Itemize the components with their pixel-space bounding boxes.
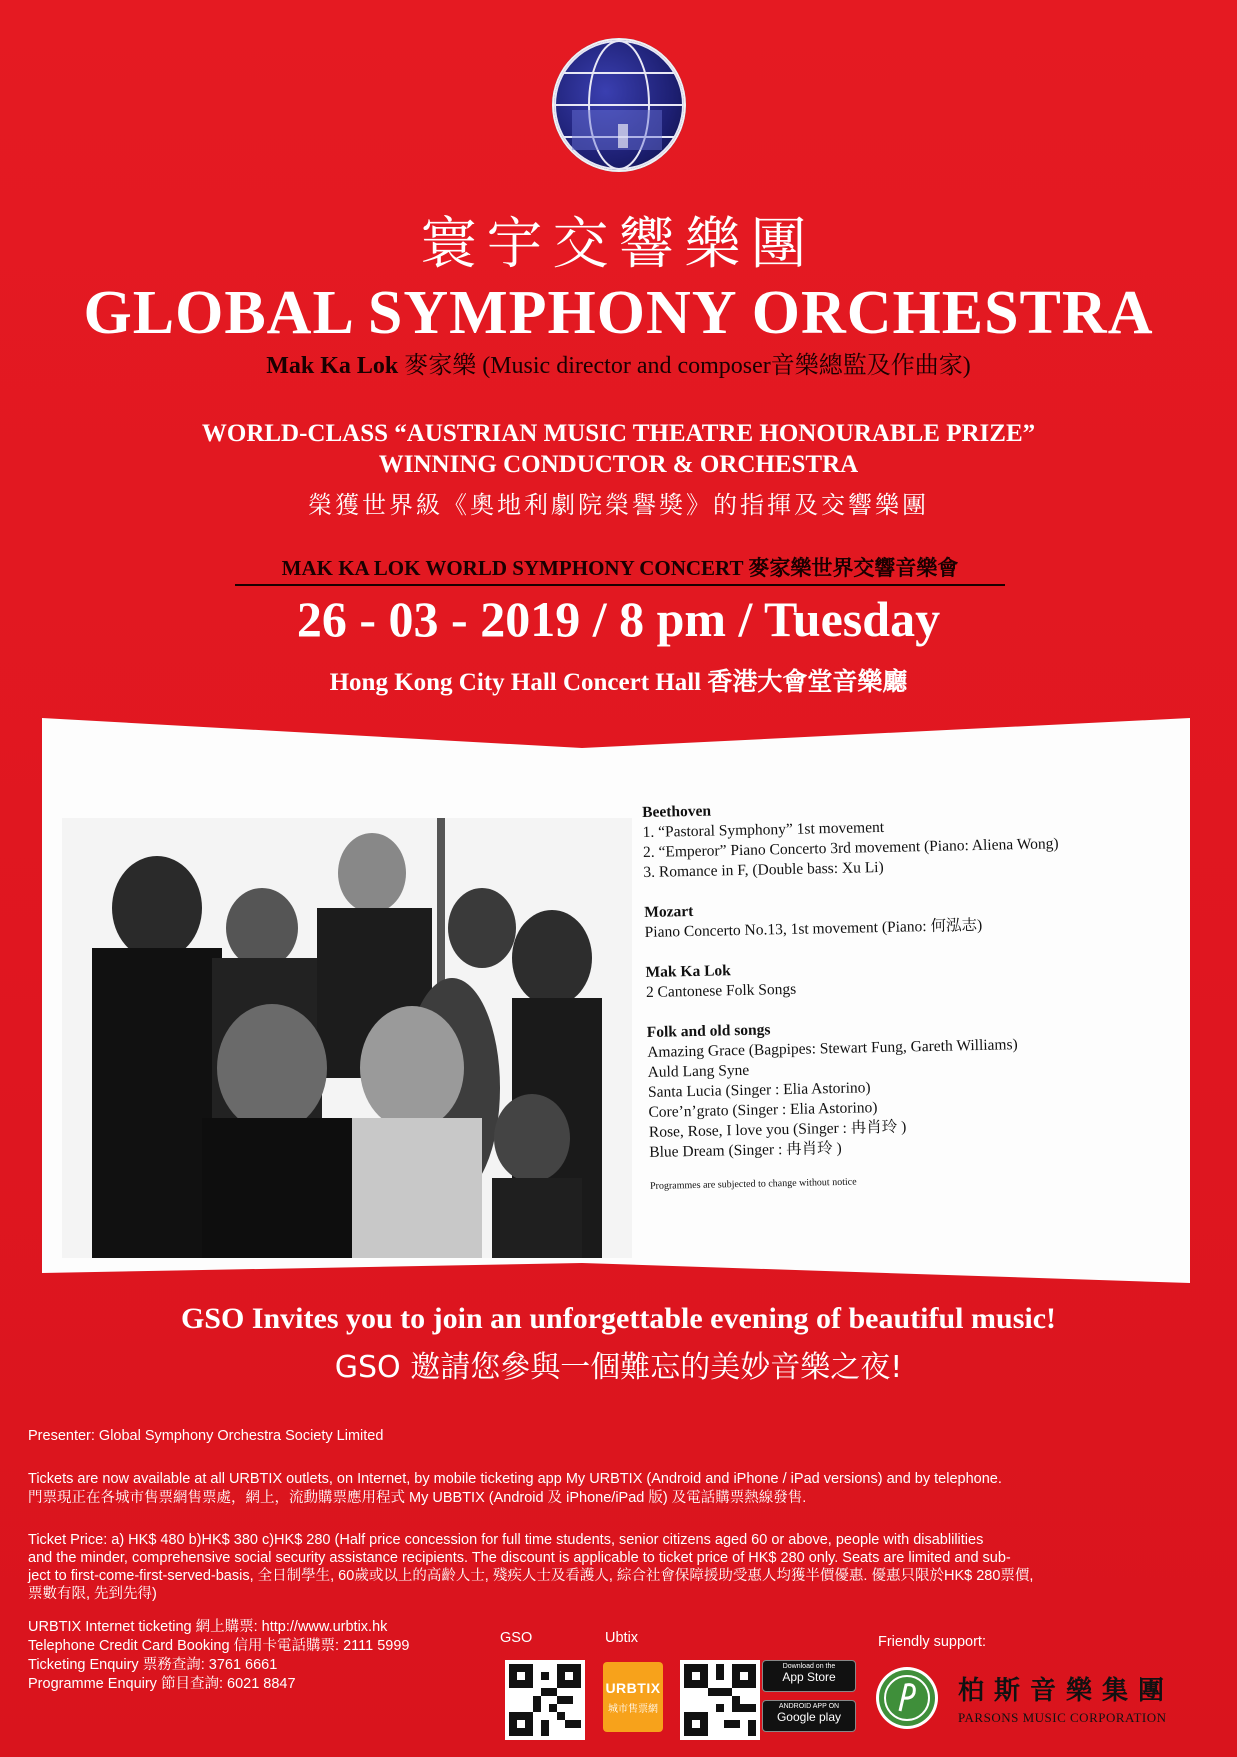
parsons-name-cn: 柏斯音樂集團 — [958, 1676, 1175, 1706]
award-chinese: 榮獲世界級《奧地利劇院榮譽獎》的指揮及交響樂團 — [308, 491, 929, 519]
composer-beethoven: Beethoven — [642, 802, 712, 821]
tickets-cn: 門票現正在各城市售票網售票處，網上，流動購票應用程式 My UBBTIX (Android 及 iPhone/iPad 版) 及電話購票熱線發售. — [28, 1490, 807, 1506]
list-item: 3. Romance in F, (Double bass: Xu Li) — [643, 858, 884, 881]
app-store-badge[interactable] — [762, 1660, 856, 1692]
concert-name: MAK KA LOK WORLD SYMPHONY CONCERT 麥家樂世界交響音樂會 — [235, 552, 1005, 586]
list-item: 2 Cantonese Folk Songs — [645, 980, 797, 1001]
ubtix-qr-label: Ubtix — [605, 1630, 639, 1646]
google-play-badge[interactable] — [762, 1700, 856, 1732]
list-item: Core’n’grato (Singer : Elia Astorino) — [648, 1099, 878, 1121]
concert-datetime: 26 - 03 - 2019 / 8 pm / Tuesday — [296, 591, 941, 647]
folk-songs-heading: Folk and old songs — [646, 1021, 771, 1041]
gso-qr-code[interactable] — [505, 1660, 585, 1740]
ticket-price-line-4: 票數有限, 先到先得) — [28, 1586, 157, 1602]
composer-mak-ka-lok: Mak Ka Lok — [645, 962, 731, 981]
list-item: Santa Lucia (Singer : Elia Astorino) — [647, 1079, 871, 1101]
invitation-en: GSO Invites you to join an unforgettable evening of beautiful music! — [180, 1302, 1057, 1335]
chinese-title: 寰宇交響樂團 — [420, 212, 817, 277]
friendly-support-label: Friendly support: — [878, 1634, 986, 1650]
director-name: Mak Ka Lok — [266, 353, 399, 379]
parsons-name-en: PARSONS MUSIC CORPORATION — [958, 1710, 1167, 1725]
presenter-line: Presenter: Global Symphony Orchestra Society Limited — [28, 1428, 384, 1444]
programme-list — [642, 791, 1210, 1197]
award-line-2: WINNING CONDUCTOR & ORCHESTRA — [378, 451, 859, 478]
tickets-en: Tickets are now available at all URBTIX outlets, on Internet, by mobile ticketing app My URBTIX (Android and iPhone / iPad versions) and by telephone. — [28, 1471, 1002, 1487]
google-play-text: Google play — [776, 1710, 842, 1724]
orchestra-globe-logo — [552, 38, 686, 172]
ticketing-enquiry: Ticketing Enquiry 票務查詢: 3761 6661 — [28, 1657, 278, 1673]
list-item: Auld Lang Syne — [647, 1061, 750, 1081]
app-store-text: App Store — [782, 1670, 836, 1684]
programme-change-note: Programmes are subjected to change without notice — [649, 1176, 857, 1192]
gso-qr-label: GSO — [500, 1630, 533, 1646]
ticket-price-line-2: and the minder, comprehensive social security assistance recipients. The discount is applicable to ticket price of HK$ 280 only. Seats are limited and sub- — [28, 1550, 1011, 1566]
director-line — [0, 345, 1237, 380]
performers-photo — [62, 818, 632, 1258]
list-item: Piano Concerto No.13, 1st movement (Piano: 何泓志) — [644, 916, 983, 941]
urbtix-logo-cn: 城市售票網 — [608, 1704, 658, 1715]
credit-card-booking: Telephone Credit Card Booking 信用卡電話購票: 2111 5999 — [28, 1638, 410, 1654]
award-line-1: WORLD-CLASS “AUSTRIAN MUSIC THEATRE HONOURABLE PRIZE” — [201, 420, 1036, 447]
concert-venue: Hong Kong City Hall Concert Hall 香港大會堂音樂廳 — [329, 669, 908, 696]
list-item: 2. “Emperor” Piano Concerto 3rd movement (Piano: Aliena Wong) — [642, 835, 1059, 861]
urbtix-url[interactable]: URBTIX Internet ticketing 網上購票: http://www.urbtix.hk — [28, 1619, 388, 1635]
list-item: Amazing Grace (Bagpipes: Stewart Fung, Gareth Williams) — [647, 1036, 1018, 1061]
parsons-logo-icon — [876, 1667, 938, 1729]
ticket-price-line-1: Ticket Price: a) HK$ 480 b)HK$ 380 c)HK$ 280 (Half price concession for full time students, senior citizens aged 60 or above, people with disablilities — [28, 1532, 984, 1548]
list-item: 1. “Pastoral Symphony” 1st movement — [642, 818, 885, 841]
urbtix-qr-code[interactable] — [680, 1660, 760, 1740]
programme-panel — [42, 718, 1190, 1283]
orchestra-title: GLOBAL SYMPHONY ORCHESTRA — [83, 279, 1154, 347]
urbtix-logo — [603, 1662, 663, 1732]
director-role: (Music director and composer音樂總監及作曲家) — [482, 353, 971, 379]
urbtix-logo-text: URBTIX — [605, 1680, 661, 1696]
ticket-price-line-3: ject to first-come-first-served-basis, 全日制學生, 60歲或以上的高齡人士, 殘疾人士及看護人, 綜合社會保障援助受惠人均獲半價優惠. 優惠只限於HK$ 280票價, — [28, 1568, 1034, 1584]
award-heading — [0, 418, 1237, 480]
composer-mozart: Mozart — [644, 902, 694, 921]
programme-enquiry: Programme Enquiry 節目查詢: 6021 8847 — [28, 1676, 296, 1692]
invitation-cn: GSO 邀請您參與一個難忘的美妙音樂之夜! — [334, 1350, 903, 1385]
list-item: Blue Dream (Singer : 冉肖玲 ) — [649, 1139, 842, 1161]
app-store-small-text: Download on the — [782, 1663, 836, 1670]
list-item: Rose, Rose, I love you (Singer : 冉肖玲 ) — [648, 1118, 907, 1141]
director-name-cn: 麥家樂 — [404, 353, 477, 379]
enquiry-block — [28, 1618, 410, 1694]
google-play-small-text: ANDROID APP ON — [778, 1703, 840, 1710]
